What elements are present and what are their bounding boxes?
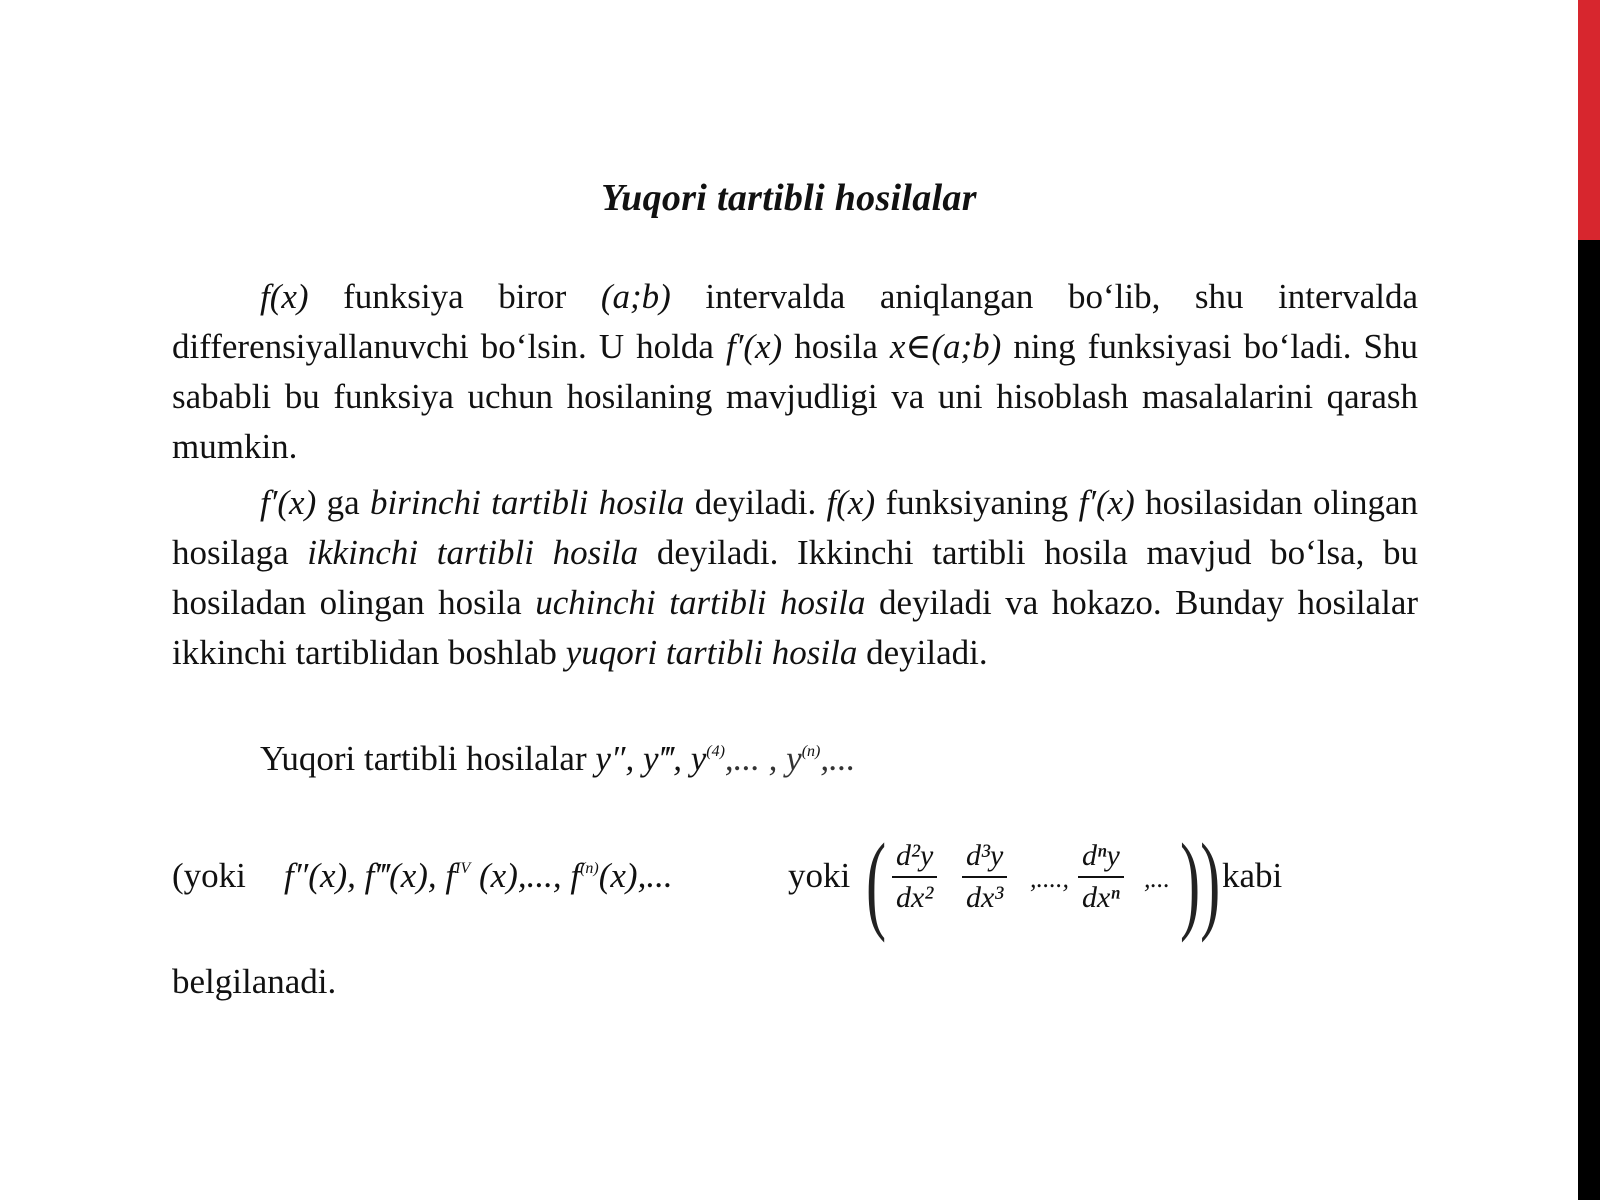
math-fprime: f′(x) xyxy=(725,327,783,366)
frac-tail: ,... xyxy=(1144,864,1170,893)
p1-text-1: funksiya biror xyxy=(308,277,601,316)
left-paren: ( xyxy=(866,821,887,943)
math-fprime: f′(x) xyxy=(260,483,317,522)
p3-text: Yuqori tartibli hosilalar xyxy=(260,739,596,778)
paragraph-2 xyxy=(172,478,1418,678)
p1-text-3: hosila xyxy=(782,327,890,366)
frac-dny-dxn: dⁿy dxⁿ xyxy=(1078,838,1124,918)
math-ab: (a;b) xyxy=(600,277,671,316)
formula-kabi: kabi xyxy=(1222,856,1283,895)
math-sup-n: (n) xyxy=(801,743,821,760)
frac-d3y-dx3: $\frac{\text{d³y}}{\text{dx³}}$ xyxy=(962,838,1007,918)
page-title: Yuqori tartibli hosilalar xyxy=(601,177,977,219)
p2-text-6: deyiladi va hokazo. Bunday hosilalar ikkinchi tartiblidan boshlab xyxy=(172,583,1419,672)
right-edge-accent xyxy=(1578,0,1600,240)
formula-yoki: yoki xyxy=(788,856,851,895)
formula-line xyxy=(172,821,1418,943)
p2-text-1: ga xyxy=(316,483,370,522)
math-sup-4: (4) xyxy=(706,743,725,760)
p2-text-2: deyiladi. xyxy=(684,483,827,522)
closing-word: belgilanadi. xyxy=(172,962,337,1001)
math-fx: f(x) xyxy=(260,277,309,316)
paragraph-3 xyxy=(172,734,1418,784)
term-third-order: uchinchi tartibli hosila xyxy=(535,583,866,622)
term-first-order: birinchi tartibli hosila xyxy=(369,483,685,522)
math-fprime-2: f′(x) xyxy=(1078,483,1135,522)
formula-f-seq: f″(x), f‴(x), $f^{IV}$ (x),..., $f^{(n)}(x)$,... xyxy=(284,856,673,895)
right-paren: )) xyxy=(1180,821,1221,943)
frac-separator: ,...., xyxy=(1030,864,1069,893)
formula-open: (yoki xyxy=(172,856,246,895)
frac-d2y-dx2: $\frac{\text{d²y}}{\text{dx²}}$ xyxy=(892,838,937,918)
math-fx: f(x) xyxy=(826,483,876,522)
p2-text-7: deyiladi. xyxy=(857,633,988,672)
p1-text-2: intervalda aniqlangan bo‘lib, shu intervalda differensiyallanuvchi bo‘lsin. U holda xyxy=(172,277,1419,366)
paragraph-1 xyxy=(172,272,1418,472)
p2-text-5: deyiladi. Ikkinchi tartibli hosila mavjud bo‘lsa, bu hosiladan olingan hosila xyxy=(172,533,1419,622)
math-x-in-ab: x∈(a;b) xyxy=(889,327,1002,366)
p2-text-4: hosilasidan olingan hosilaga xyxy=(172,483,1419,572)
math-y-seq: y″, y‴, y xyxy=(595,739,707,778)
term-second-order: ikkinchi tartibli hosila xyxy=(307,533,639,572)
math-y-mid: ,... , y xyxy=(724,739,802,778)
math-y-end: ,... xyxy=(820,739,856,778)
p1-text-4: ning funksiyasi bo‘ladi. Shu sababli bu funksiya uchun hosilaning mavjudligi va uni hisoblash masalalarini qarash mumkin. xyxy=(172,327,1419,466)
term-higher-order: yuqori tartibli hosila xyxy=(565,633,858,672)
p2-text-3: funksiyaning xyxy=(875,483,1079,522)
